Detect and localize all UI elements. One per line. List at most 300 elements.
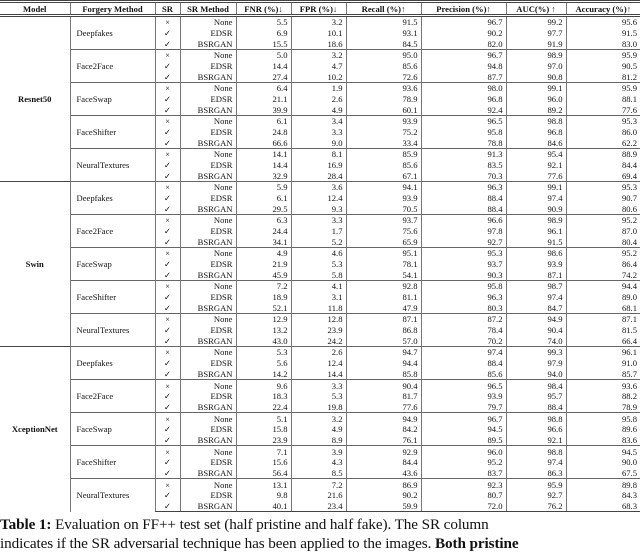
fpr-cell: 3.3 [291, 215, 346, 226]
sr-cell: × [155, 83, 180, 94]
auc-cell: 88.4 [506, 402, 566, 413]
auc-cell: 84.6 [506, 137, 566, 148]
fnr-cell: 14.1 [236, 149, 291, 160]
sr-cell: ✓ [155, 468, 180, 479]
fpr-cell: 21.6 [291, 490, 346, 501]
fnr-cell: 27.4 [236, 71, 291, 82]
precision-cell: 80.3 [421, 302, 506, 313]
fnr-cell: 66.6 [236, 137, 291, 148]
sr-method-cell: None [180, 479, 236, 490]
auc-cell: 86.3 [506, 468, 566, 479]
model-name: XceptionNet [0, 347, 70, 512]
auc-cell: 94.9 [506, 314, 566, 325]
accuracy-cell: 84.4 [566, 160, 640, 171]
fpr-cell: 12.4 [291, 358, 346, 369]
sr-method-cell: BSRGAN [180, 137, 236, 148]
accuracy-cell: 81.2 [566, 71, 640, 82]
precision-cell: 90.3 [421, 269, 506, 280]
caption-label: Table 1: [0, 516, 52, 534]
precision-cell: 93.7 [421, 259, 506, 270]
auc-cell: 89.2 [506, 104, 566, 115]
precision-cell: 96.5 [421, 380, 506, 391]
sr-method-cell: None [180, 413, 236, 424]
sr-cell: ✓ [155, 137, 180, 148]
recall-cell: 94.7 [346, 347, 421, 358]
sr-method-cell: BSRGAN [180, 71, 236, 82]
accuracy-cell: 90.5 [566, 61, 640, 72]
sr-method-cell: BSRGAN [180, 335, 236, 346]
recall-cell: 85.6 [346, 61, 421, 72]
sr-method-cell: None [180, 16, 236, 28]
precision-cell: 91.3 [421, 149, 506, 160]
precision-cell: 95.2 [421, 457, 506, 468]
precision-cell: 95.3 [421, 248, 506, 259]
model-name: Resnet50 [18, 94, 52, 105]
sr-method-cell: EDSR [180, 259, 236, 270]
auc-cell: 92.7 [506, 490, 566, 501]
sr-cell: ✓ [155, 369, 180, 380]
fnr-cell: 56.4 [236, 468, 291, 479]
forgery-method: FaceSwap [70, 83, 155, 116]
fnr-cell: 45.9 [236, 269, 291, 280]
auc-cell: 96.0 [506, 94, 566, 105]
recall-cell: 65.9 [346, 236, 421, 247]
forgery-method: NeuralTextures [70, 314, 155, 347]
accuracy-cell: 68.3 [566, 501, 640, 512]
fnr-cell: 5.1 [236, 413, 291, 424]
forgery-method: Face2Face [70, 50, 155, 83]
accuracy-cell: 93.6 [566, 380, 640, 391]
recall-cell: 76.1 [346, 435, 421, 446]
precision-cell: 70.3 [421, 170, 506, 181]
recall-cell: 86.9 [346, 479, 421, 490]
recall-cell: 90.4 [346, 380, 421, 391]
precision-cell: 85.6 [421, 369, 506, 380]
sr-method-cell: BSRGAN [180, 38, 236, 49]
table-caption [0, 515, 640, 553]
sr-method-cell: None [180, 314, 236, 325]
recall-cell: 93.1 [346, 28, 421, 39]
recall-cell: 93.7 [346, 215, 421, 226]
sr-cell: ✓ [155, 38, 180, 49]
sr-cell: ✓ [155, 457, 180, 468]
auc-cell: 99.3 [506, 347, 566, 358]
accuracy-cell: 83.0 [566, 38, 640, 49]
accuracy-cell: 94.4 [566, 281, 640, 292]
sr-cell: ✓ [155, 71, 180, 82]
sr-method-cell: None [180, 149, 236, 160]
sr-method-cell: None [180, 380, 236, 391]
precision-cell: 92.3 [421, 479, 506, 490]
sr-method-cell: None [180, 182, 236, 193]
sr-cell: ✓ [155, 160, 180, 171]
fnr-cell: 34.1 [236, 236, 291, 247]
accuracy-cell: 96.1 [566, 347, 640, 358]
sr-method-cell: BSRGAN [180, 435, 236, 446]
accuracy-cell: 90.0 [566, 457, 640, 468]
sr-method-cell: BSRGAN [180, 369, 236, 380]
header-fnr: FNR (%)↓ [236, 2, 291, 16]
header-fpr: FPR (%)↓ [291, 2, 346, 16]
precision-cell: 97.4 [421, 347, 506, 358]
fnr-cell: 22.4 [236, 402, 291, 413]
accuracy-cell: 87.1 [566, 314, 640, 325]
header-sr: SR [155, 2, 180, 16]
sr-method-cell: EDSR [180, 61, 236, 72]
accuracy-cell: 95.9 [566, 83, 640, 94]
fnr-cell: 43.0 [236, 335, 291, 346]
sr-method-cell: EDSR [180, 391, 236, 402]
fpr-cell: 5.3 [291, 259, 346, 270]
fpr-cell: 4.9 [291, 104, 346, 115]
fnr-cell: 6.1 [236, 116, 291, 127]
fpr-cell: 7.2 [291, 479, 346, 490]
fpr-cell: 5.3 [291, 391, 346, 402]
auc-cell: 98.8 [506, 446, 566, 457]
header-model: Model [0, 2, 70, 16]
auc-cell: 87.1 [506, 269, 566, 280]
recall-cell: 84.2 [346, 424, 421, 435]
accuracy-cell: 80.6 [566, 203, 640, 214]
auc-cell: 97.4 [506, 457, 566, 468]
accuracy-cell: 89.6 [566, 424, 640, 435]
fnr-cell: 5.3 [236, 347, 291, 358]
sr-method-cell: EDSR [180, 325, 236, 336]
sr-cell: ✓ [155, 193, 180, 204]
sr-cell: ✓ [155, 358, 180, 369]
table-row [0, 413, 640, 424]
table-row [0, 149, 640, 160]
auc-cell: 98.8 [506, 116, 566, 127]
fpr-cell: 11.8 [291, 302, 346, 313]
auc-cell: 91.9 [506, 38, 566, 49]
fpr-cell: 23.9 [291, 325, 346, 336]
accuracy-cell: 95.2 [566, 248, 640, 259]
sr-cell: × [155, 380, 180, 391]
sr-cell: ✓ [155, 203, 180, 214]
fnr-cell: 6.9 [236, 28, 291, 39]
sr-cell: ✓ [155, 292, 180, 303]
precision-cell: 95.8 [421, 281, 506, 292]
accuracy-cell: 74.2 [566, 269, 640, 280]
sr-method-cell: EDSR [180, 292, 236, 303]
accuracy-cell: 77.6 [566, 104, 640, 115]
recall-cell: 54.1 [346, 269, 421, 280]
auc-cell: 92.1 [506, 160, 566, 171]
accuracy-cell: 95.8 [566, 413, 640, 424]
fpr-cell: 4.9 [291, 424, 346, 435]
precision-cell: 94.5 [421, 424, 506, 435]
sr-method-cell: BSRGAN [180, 468, 236, 479]
fpr-cell: 3.2 [291, 50, 346, 61]
fpr-cell: 12.8 [291, 314, 346, 325]
auc-cell: 84.7 [506, 302, 566, 313]
sr-cell: ✓ [155, 335, 180, 346]
fpr-cell: 4.7 [291, 61, 346, 72]
sr-cell: ✓ [155, 501, 180, 512]
auc-cell: 98.7 [506, 281, 566, 292]
recall-cell: 85.8 [346, 369, 421, 380]
auc-cell: 95.4 [506, 149, 566, 160]
fnr-cell: 9.6 [236, 380, 291, 391]
forgery-method: Deepfakes [70, 182, 155, 215]
recall-cell: 93.9 [346, 193, 421, 204]
auc-cell: 98.9 [506, 215, 566, 226]
sr-method-cell: EDSR [180, 127, 236, 138]
recall-cell: 94.9 [346, 413, 421, 424]
table-row [0, 16, 640, 28]
accuracy-cell: 87.0 [566, 226, 640, 237]
fnr-cell: 4.9 [236, 248, 291, 259]
fpr-cell: 1.7 [291, 226, 346, 237]
sr-method-cell: None [180, 50, 236, 61]
accuracy-cell: 88.1 [566, 94, 640, 105]
table-row [0, 446, 640, 457]
sr-method-cell: BSRGAN [180, 501, 236, 512]
model-name: Swin [0, 182, 70, 347]
fnr-cell: 6.4 [236, 83, 291, 94]
accuracy-cell: 88.2 [566, 391, 640, 402]
recall-cell: 84.5 [346, 38, 421, 49]
forgery-method: Deepfakes [70, 16, 155, 50]
sr-cell: × [155, 347, 180, 358]
fpr-cell: 5.8 [291, 269, 346, 280]
fpr-cell: 19.8 [291, 402, 346, 413]
precision-cell: 87.2 [421, 314, 506, 325]
fnr-cell: 21.1 [236, 94, 291, 105]
auc-cell: 98.6 [506, 248, 566, 259]
precision-cell: 97.8 [421, 226, 506, 237]
sr-method-cell: None [180, 248, 236, 259]
precision-cell: 95.8 [421, 127, 506, 138]
precision-cell: 89.5 [421, 435, 506, 446]
table-row [0, 215, 640, 226]
fnr-cell: 21.9 [236, 259, 291, 270]
accuracy-cell: 83.6 [566, 435, 640, 446]
header-forgery-method: Forgery Method [70, 2, 155, 16]
fpr-cell: 3.4 [291, 116, 346, 127]
accuracy-cell: 62.2 [566, 137, 640, 148]
auc-cell: 96.6 [506, 424, 566, 435]
fpr-cell: 18.6 [291, 38, 346, 49]
sr-cell: × [155, 149, 180, 160]
header-auc: AUC(%) ↑ [506, 2, 566, 16]
precision-cell: 96.8 [421, 94, 506, 105]
accuracy-cell: 86.0 [566, 127, 640, 138]
recall-cell: 75.2 [346, 127, 421, 138]
precision-cell: 79.7 [421, 402, 506, 413]
auc-cell: 97.0 [506, 61, 566, 72]
table-row [0, 50, 640, 61]
fpr-cell: 8.1 [291, 149, 346, 160]
forgery-method: FaceShifter [70, 116, 155, 149]
fnr-cell: 18.3 [236, 391, 291, 402]
sr-method-cell: None [180, 281, 236, 292]
caption-bold-text: Both pristine [435, 535, 519, 553]
table-row [0, 314, 640, 325]
table-row [0, 116, 640, 127]
auc-cell: 76.2 [506, 501, 566, 512]
sr-cell: × [155, 215, 180, 226]
precision-cell: 80.7 [421, 490, 506, 501]
accuracy-cell: 89.0 [566, 292, 640, 303]
fnr-cell: 40.1 [236, 501, 291, 512]
forgery-method: FaceShifter [70, 446, 155, 479]
precision-cell: 87.7 [421, 71, 506, 82]
table-row [0, 479, 640, 490]
recall-cell: 87.1 [346, 314, 421, 325]
sr-cell: ✓ [155, 259, 180, 270]
precision-cell: 96.7 [421, 50, 506, 61]
accuracy-cell: 84.3 [566, 490, 640, 501]
sr-cell: × [155, 413, 180, 424]
sr-method-cell: None [180, 347, 236, 358]
fnr-cell: 6.1 [236, 193, 291, 204]
precision-cell: 92.4 [421, 104, 506, 115]
header-sr-method: SR Method [180, 2, 236, 16]
sr-cell: × [155, 50, 180, 61]
fnr-cell: 15.8 [236, 424, 291, 435]
sr-cell: ✓ [155, 104, 180, 115]
forgery-method: Face2Face [70, 215, 155, 248]
sr-cell: ✓ [155, 226, 180, 237]
fpr-cell: 9.3 [291, 203, 346, 214]
fnr-cell: 14.4 [236, 160, 291, 171]
auc-cell: 99.2 [506, 16, 566, 28]
fpr-cell: 2.6 [291, 94, 346, 105]
table-row [0, 248, 640, 259]
precision-cell: 88.4 [421, 203, 506, 214]
precision-cell: 70.2 [421, 335, 506, 346]
forgery-method: FaceSwap [70, 413, 155, 446]
caption-line-2 [0, 534, 640, 553]
precision-cell: 96.3 [421, 292, 506, 303]
accuracy-cell: 78.9 [566, 402, 640, 413]
fpr-cell: 28.4 [291, 170, 346, 181]
recall-cell: 85.9 [346, 149, 421, 160]
recall-cell: 95.1 [346, 248, 421, 259]
fpr-cell: 3.3 [291, 380, 346, 391]
sr-cell: ✓ [155, 490, 180, 501]
fnr-cell: 5.9 [236, 182, 291, 193]
precision-cell: 92.7 [421, 236, 506, 247]
sr-method-cell: None [180, 215, 236, 226]
sr-method-cell: EDSR [180, 160, 236, 171]
forgery-method: FaceShifter [70, 281, 155, 314]
precision-cell: 96.6 [421, 215, 506, 226]
precision-cell: 88.4 [421, 193, 506, 204]
accuracy-cell: 95.3 [566, 182, 640, 193]
table-header-row [0, 2, 640, 16]
precision-cell: 96.5 [421, 116, 506, 127]
auc-cell: 94.0 [506, 369, 566, 380]
precision-cell: 83.5 [421, 160, 506, 171]
fnr-cell: 7.1 [236, 446, 291, 457]
fpr-cell: 3.3 [291, 127, 346, 138]
table-row [0, 347, 640, 358]
fpr-cell: 1.9 [291, 83, 346, 94]
recall-cell: 92.9 [346, 446, 421, 457]
precision-cell: 96.3 [421, 182, 506, 193]
recall-cell: 86.8 [346, 325, 421, 336]
precision-cell: 78.4 [421, 325, 506, 336]
sr-method-cell: BSRGAN [180, 236, 236, 247]
sr-cell: ✓ [155, 424, 180, 435]
sr-method-cell: BSRGAN [180, 170, 236, 181]
auc-cell: 74.0 [506, 335, 566, 346]
accuracy-cell: 86.4 [566, 259, 640, 270]
sr-method-cell: EDSR [180, 28, 236, 39]
sr-cell: ✓ [155, 391, 180, 402]
fpr-cell: 14.4 [291, 369, 346, 380]
table-row [0, 182, 640, 193]
sr-method-cell: BSRGAN [180, 402, 236, 413]
auc-cell: 91.5 [506, 236, 566, 247]
recall-cell: 81.1 [346, 292, 421, 303]
fnr-cell: 5.5 [236, 16, 291, 28]
sr-method-cell: None [180, 446, 236, 457]
recall-cell: 59.9 [346, 501, 421, 512]
fnr-cell: 39.9 [236, 104, 291, 115]
caption-text-2: indicates if the SR adversarial technique has been applied to the images. [0, 535, 436, 553]
recall-cell: 94.1 [346, 182, 421, 193]
recall-cell: 47.9 [346, 302, 421, 313]
accuracy-cell: 90.7 [566, 193, 640, 204]
fpr-cell: 3.2 [291, 413, 346, 424]
accuracy-cell: 66.4 [566, 335, 640, 346]
sr-method-cell: EDSR [180, 424, 236, 435]
sr-cell: ✓ [155, 402, 180, 413]
sr-method-cell: EDSR [180, 457, 236, 468]
fnr-cell: 15.6 [236, 457, 291, 468]
accuracy-cell: 85.7 [566, 369, 640, 380]
sr-cell: ✓ [155, 94, 180, 105]
fnr-cell: 15.5 [236, 38, 291, 49]
sr-cell: × [155, 281, 180, 292]
precision-cell: 90.2 [421, 28, 506, 39]
sr-method-cell: EDSR [180, 94, 236, 105]
sr-method-cell: BSRGAN [180, 203, 236, 214]
fpr-cell: 4.3 [291, 457, 346, 468]
precision-cell: 96.0 [421, 446, 506, 457]
table-body [0, 16, 640, 512]
sr-cell: × [155, 314, 180, 325]
recall-cell: 75.6 [346, 226, 421, 237]
accuracy-cell: 91.5 [566, 28, 640, 39]
accuracy-cell: 81.5 [566, 325, 640, 336]
auc-cell: 90.4 [506, 325, 566, 336]
caption-text-1: Evaluation on FF++ test set (half pristine and half fake). The SR column [51, 516, 489, 534]
sr-cell: × [155, 116, 180, 127]
accuracy-cell: 91.0 [566, 358, 640, 369]
sr-cell: ✓ [155, 127, 180, 138]
accuracy-cell: 67.5 [566, 468, 640, 479]
fpr-cell: 23.4 [291, 501, 346, 512]
fnr-cell: 13.2 [236, 325, 291, 336]
sr-method-cell: None [180, 83, 236, 94]
table-row [0, 281, 640, 292]
sr-cell: ✓ [155, 28, 180, 39]
accuracy-cell: 95.9 [566, 50, 640, 61]
recall-cell: 95.0 [346, 50, 421, 61]
auc-cell: 98.4 [506, 380, 566, 391]
sr-cell: ✓ [155, 435, 180, 446]
header-accuracy: Accuracy (%)↑ [566, 2, 640, 16]
fnr-cell: 18.9 [236, 292, 291, 303]
fnr-cell: 12.9 [236, 314, 291, 325]
precision-cell: 88.4 [421, 358, 506, 369]
auc-cell: 90.8 [506, 71, 566, 82]
